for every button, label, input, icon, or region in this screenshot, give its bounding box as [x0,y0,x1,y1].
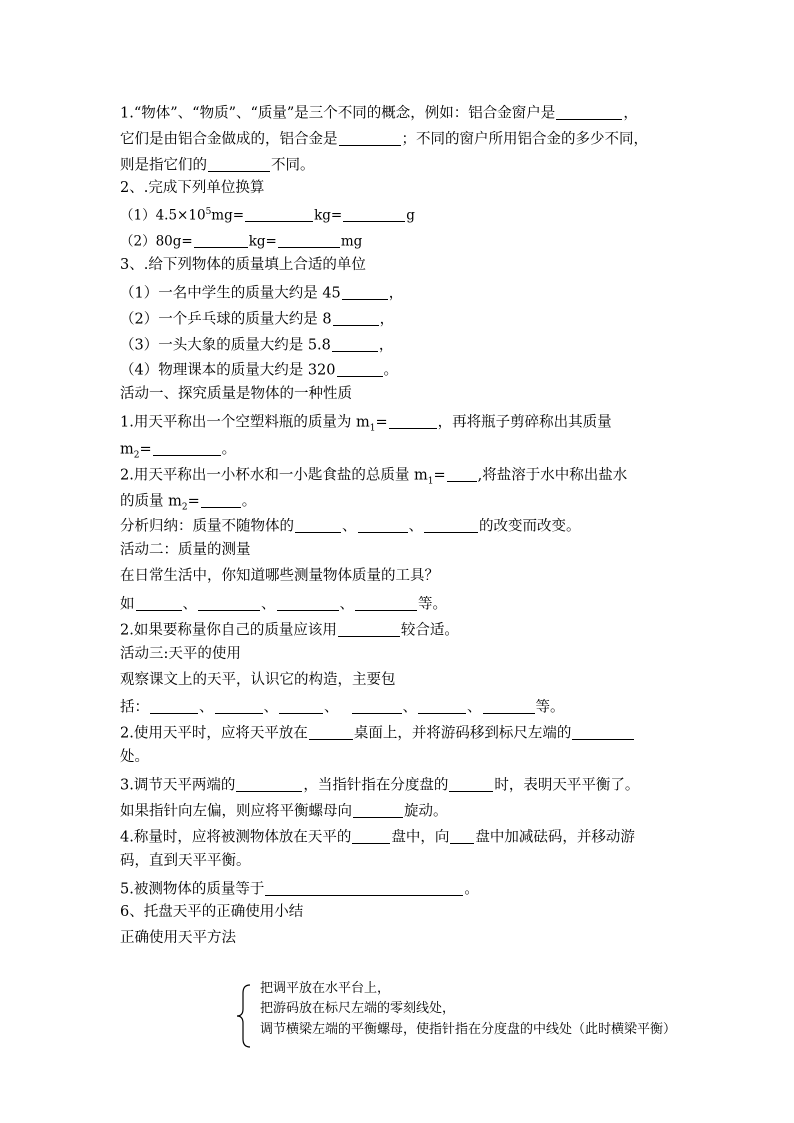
act3-l6-end: 旋动。 [404,803,448,820]
act1-l4-eq: = [187,493,200,510]
act3-line-1: 观察课文上的天平，认识它的构造，主要包 [120,672,396,688]
q6-step-1: 把调平放在水平台上， [260,981,391,996]
act1-l3-text: 2.用天平称出一小杯水和一小匙食盐的总质量 m [120,467,428,484]
q1-text-1: 1.“物体”、“物质”、“质量”是三个不同的概念，例如：铝合金窗户是 [120,105,556,122]
act3-l7-blank-2[interactable] [450,828,474,844]
q6-title: 6、托盘天平的正确使用小结 [120,904,304,920]
act3-l2-blank-1[interactable] [150,698,198,714]
act2-line-2 [120,595,447,612]
q3-item-1 [120,284,403,301]
brace-icon [236,983,256,1049]
act3-l9-text: 5.被测物体的质量等于 [120,881,265,898]
act2-title: 活动二：质量的测量 [120,542,251,558]
act1-l5-text: 分析归纳：质量不随物体的 [120,518,294,535]
act1-l2-sub: 2 [133,450,140,461]
act1-l4-blank[interactable] [201,492,241,508]
act1-l1-sub: 1 [369,423,376,434]
act1-line-5 [120,517,581,534]
act1-l4-end: 。 [241,493,257,510]
q1-text-1-end: ， [623,105,638,122]
act1-l3-sub: 1 [427,476,434,487]
act3-l6-text: 如果指针向左偏，则应将平衡螺母向 [120,803,352,820]
act1-l2-blank[interactable] [153,440,221,456]
act2-line-1: 在日常生活中，你知道哪些测量物体质量的工具？ [120,568,439,584]
q3-item-4-blank[interactable] [337,361,383,377]
q3-item-4 [120,361,398,378]
act3-line-6 [120,802,448,819]
act3-l7-mid: 盘中，向 [391,829,450,846]
q3-item-3 [120,336,393,353]
act3-l3-blank-1[interactable] [309,724,353,740]
q3-item-2-text: （2）一个乒乓球的质量大约是 8 [120,311,332,328]
q3-item-1-end: ， [388,285,404,302]
q2b-prefix: （2）80g= [120,233,193,250]
act2-l2-sep-3: 、 [339,596,354,613]
act3-l5-blank-1[interactable] [236,776,302,792]
act3-l2-sep-4: 、 [402,699,417,716]
act1-l4-sub: 2 [181,502,188,513]
act3-l9-blank[interactable] [265,880,463,896]
act3-l7-text: 4.称量时，应将被测物体放在天平的 [120,829,352,846]
q3-item-3-end: ， [378,337,394,354]
act2-l2-sep-2: 、 [261,596,276,613]
act1-line-2 [120,440,237,461]
act1-title: 活动一、探究质量是物体的一种性质 [120,386,352,402]
q3-item-1-text: （1）一名中学生的质量大约是 45 [120,285,341,302]
q2-title: 2、.完成下列单位换算 [120,180,265,196]
act3-line-2 [120,698,565,715]
act3-line-3 [120,724,635,741]
q3-item-2-blank[interactable] [333,310,379,326]
q6-subtitle: 正确使用天平方法 [120,930,236,946]
act2-line-3 [120,621,459,638]
q2a-exponent: 5 [205,207,212,217]
q3-item-2-end: ， [379,311,395,328]
q1-text-2b: ；不同的窗户所用铝合金的多少不同， [401,131,648,148]
q2b-unit-3: mg [340,233,363,250]
act1-l5-blank-1[interactable] [295,517,341,533]
act2-l3-text: 2.如果要称量你自己的质量应该用 [120,622,337,639]
act1-line-4 [120,492,257,513]
act3-l2-blank-5[interactable] [418,698,466,714]
act1-l5-blank-2[interactable] [358,517,408,533]
act1-l2-eq: = [139,441,152,458]
act3-title: 活动三:天平的使用 [120,646,241,662]
q2b-unit-2: kg= [248,233,277,250]
act3-l2-end: 等。 [535,699,565,716]
act3-l2-blank-3[interactable] [279,698,323,714]
act1-l5-end: 的改变而改变。 [479,518,581,535]
q3-title: 3、.给下列物体的质量填上合适的单位 [120,257,366,273]
act2-l3-end: 较合适。 [400,622,459,639]
act2-l2-blank-1[interactable] [136,595,182,611]
act3-l6-blank[interactable] [353,802,403,818]
act3-l2-sep-2: 、 [263,699,278,716]
act2-l2-end: 等。 [418,596,447,613]
q2b-blank-2[interactable] [278,233,340,248]
act3-l2-blank-4[interactable] [352,698,402,714]
act1-l2-m: m [120,441,134,458]
q3-item-4-text: （4）物理课本的质量大约是 320 [120,362,336,379]
act3-l5-blank-2[interactable] [449,776,493,792]
act1-l5-sep-1: 、 [342,518,357,535]
act3-l3-text: 2.使用天平时，应将天平放在 [120,725,308,742]
q3-item-3-text: （3）一头大象的质量大约是 5.8 [120,337,331,354]
act3-l2-sep-3: 、 [324,699,339,716]
act3-l9-end: 。 [464,881,479,898]
act3-line-7 [120,828,635,845]
q1-line-1 [120,104,638,121]
act1-l1-blank[interactable] [389,413,437,429]
q3-item-1-blank[interactable] [342,284,388,300]
act2-l2-sep-1: 、 [182,596,197,613]
q6-step-3: 调节横梁左端的平衡螺母，使指针指在分度盘的中线处（此时横梁平衡） [260,1022,677,1037]
act3-l5-mid: ，当指针指在分度盘的 [303,777,449,794]
act2-l2-text: 如 [120,596,135,613]
act1-l1-text: 1.用天平称出一个空塑料瓶的质量为 m [120,414,370,431]
act1-l3-blank[interactable] [447,466,477,482]
act3-l3-blank-2[interactable] [572,724,634,740]
q3-item-2 [120,310,394,327]
q2a-prefix: （1）4.5×10 [120,207,206,224]
act1-l5-blank-3[interactable] [424,517,478,533]
act3-line-9 [120,880,479,897]
q1-blank-2[interactable] [339,130,401,146]
act3-line-8: 码，直到天平平衡。 [120,853,251,869]
act2-l2-blank-3[interactable] [277,595,339,611]
q1-text-3b: 不同。 [271,157,315,174]
q1-text-3a: 则是指它们的 [120,157,207,174]
act1-l3-tail: ,将盐溶于水中称出盐水 [477,467,628,484]
act1-l4-text: 的质量 m [120,493,182,510]
q2-line-a [120,207,415,223]
q2a-unit-1: mg= [211,207,245,224]
act3-l7-end: 盘中加减砝码，并移动游 [475,829,635,846]
q1-blank-3[interactable] [208,156,270,172]
q3-item-4-end: 。 [383,362,399,379]
q6-step-2: 把游码放在标尺左端的零刻线处， [260,1001,456,1016]
act2-l2-blank-4[interactable] [355,595,417,611]
act3-l3-mid: 桌面上，并将游码移到标尺左端的 [353,725,572,742]
act2-l3-blank[interactable] [338,621,400,637]
act3-l5-text: 3.调节天平两端的 [120,777,236,794]
q2a-blank-2[interactable] [343,207,405,222]
act3-l2-sep-5: 、 [467,699,482,716]
act3-l5-end: 时，表明天平平衡了。 [494,777,640,794]
act3-line-5 [120,776,639,793]
act1-l1-eq: = [375,414,388,431]
q2b-blank-1[interactable] [194,233,248,248]
act3-l2-sep-1: 、 [199,699,214,716]
act3-l2-blank-6[interactable] [483,698,535,714]
q1-blank-1[interactable] [556,104,622,120]
q2a-unit-2: kg= [314,207,343,224]
act1-l3-eq: = [433,467,446,484]
q3-item-3-blank[interactable] [332,336,378,352]
q2-line-b [120,233,362,249]
act3-line-4: 处。 [120,749,149,765]
q1-text-2a: 它们是由铝合金做成的，铝合金是 [120,131,338,148]
q2a-blank-1[interactable] [245,207,313,222]
act1-line-3 [120,466,628,487]
q2a-unit-3: g [406,207,415,224]
act2-l2-blank-2[interactable] [198,595,260,611]
act1-l2-end: 。 [221,441,237,458]
act1-l5-sep-2: 、 [408,518,423,535]
q1-line-3 [120,156,315,173]
q1-line-2 [120,130,648,147]
act1-l1-tail: ，再将瓶子剪碎称出其质量 [437,414,612,431]
act3-l2-text: 括： [120,699,149,716]
act1-line-1 [120,413,612,434]
act3-l2-blank-2[interactable] [215,698,263,714]
act3-l7-blank-1[interactable] [352,828,390,844]
